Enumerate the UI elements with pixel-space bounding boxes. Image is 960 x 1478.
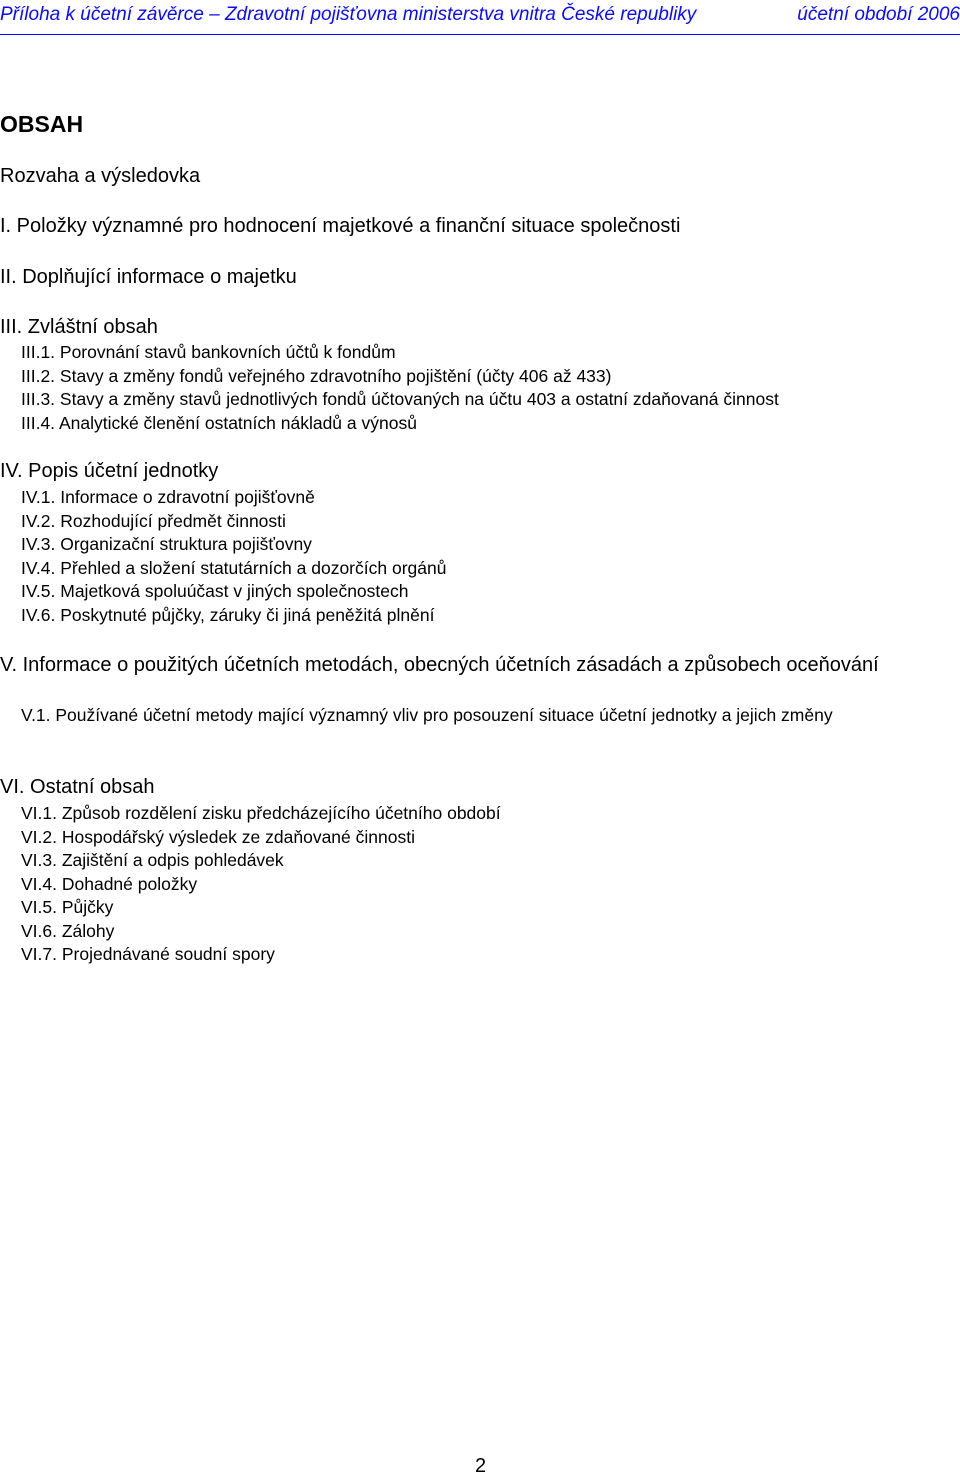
toc-item-vi-5: VI.5. Půjčky	[21, 897, 114, 917]
toc-item-vi-2: VI.2. Hospodářský výsledek ze zdaňované činnosti	[21, 826, 415, 847]
toc-item-iii-4: III.4. Analytické členění ostatních nákladů a výnosů	[21, 412, 417, 433]
page-header	[0, 2, 960, 28]
toc-item-iv-1: IV.1. Informace o zdravotní pojišťovně	[21, 487, 315, 507]
header-period: účetní období 2006	[797, 4, 960, 25]
toc-section-ii: II. Doplňující informace o majetku	[0, 266, 297, 288]
toc-section-vi: VI. Ostatní obsah	[0, 776, 155, 798]
toc-subsection-list-iv	[0, 486, 446, 627]
toc-item-iii-3: III.3. Stavy a změny stavů jednotlivých fondů účtovaných na účtu 403 a ostatní zdaňovaná činnost	[21, 389, 779, 409]
toc-item-v-1: V.1. Používané účetní metody mající významný vliv pro posouzení situace účetní jednotky a jejich změny	[21, 705, 833, 725]
toc-item-iii-1: III.1. Porovnání stavů bankovních účtů k fondům	[21, 342, 396, 362]
header-document-title: Příloha k účetní závěrce – Zdravotní pojišťovna ministerstva vnitra České republiky	[0, 4, 697, 25]
toc-item-iv-5: IV.5. Majetková spoluúčast v jiných společnostech	[21, 581, 409, 601]
toc-item-iv-3: IV.3. Organizační struktura pojišťovny	[21, 534, 312, 554]
page-number: 2	[475, 1455, 487, 1477]
toc-item-vi-4: VI.4. Dohadné položky	[21, 873, 198, 894]
toc-section-iv: IV. Popis účetní jednotky	[0, 460, 219, 482]
toc-item-iii-2: III.2. Stavy a změny fondů veřejného zdravotního pojištění (účty 406 až 433)	[21, 365, 612, 386]
toc-subsection-list-vi	[0, 802, 501, 967]
toc-section-v: V. Informace o použitých účetních metodách, obecných účetních zásadách a způsobech oceňování	[0, 654, 879, 676]
toc-section-rozvaha: Rozvaha a výsledovka	[0, 165, 201, 187]
toc-subsection-list-v	[0, 704, 921, 728]
toc-item-iv-4: IV.4. Přehled a složení statutárních a dozorčích orgánů	[21, 557, 447, 578]
toc-item-vi-7: VI.7. Projednávané soudní spory	[21, 944, 275, 964]
toc-item-vi-6: VI.6. Zálohy	[21, 920, 115, 941]
header-divider	[0, 34, 960, 35]
page-title: OBSAH	[0, 111, 84, 137]
toc-subsection-list-iii	[0, 341, 779, 435]
toc-item-vi-1: VI.1. Způsob rozdělení zisku předcházejícího účetního období	[21, 803, 501, 823]
toc-item-vi-3: VI.3. Zajištění a odpis pohledávek	[21, 850, 284, 870]
toc-item-iv-6: IV.6. Poskytnuté půjčky, záruky či jiná peněžitá plnění	[21, 604, 435, 625]
toc-section-iii: III. Zvláštní obsah	[0, 316, 158, 338]
toc-section-i: I. Položky významné pro hodnocení majetkové a finanční situace společnosti	[0, 215, 681, 237]
toc-item-iv-2: IV.2. Rozhodující předmět činnosti	[21, 510, 286, 531]
